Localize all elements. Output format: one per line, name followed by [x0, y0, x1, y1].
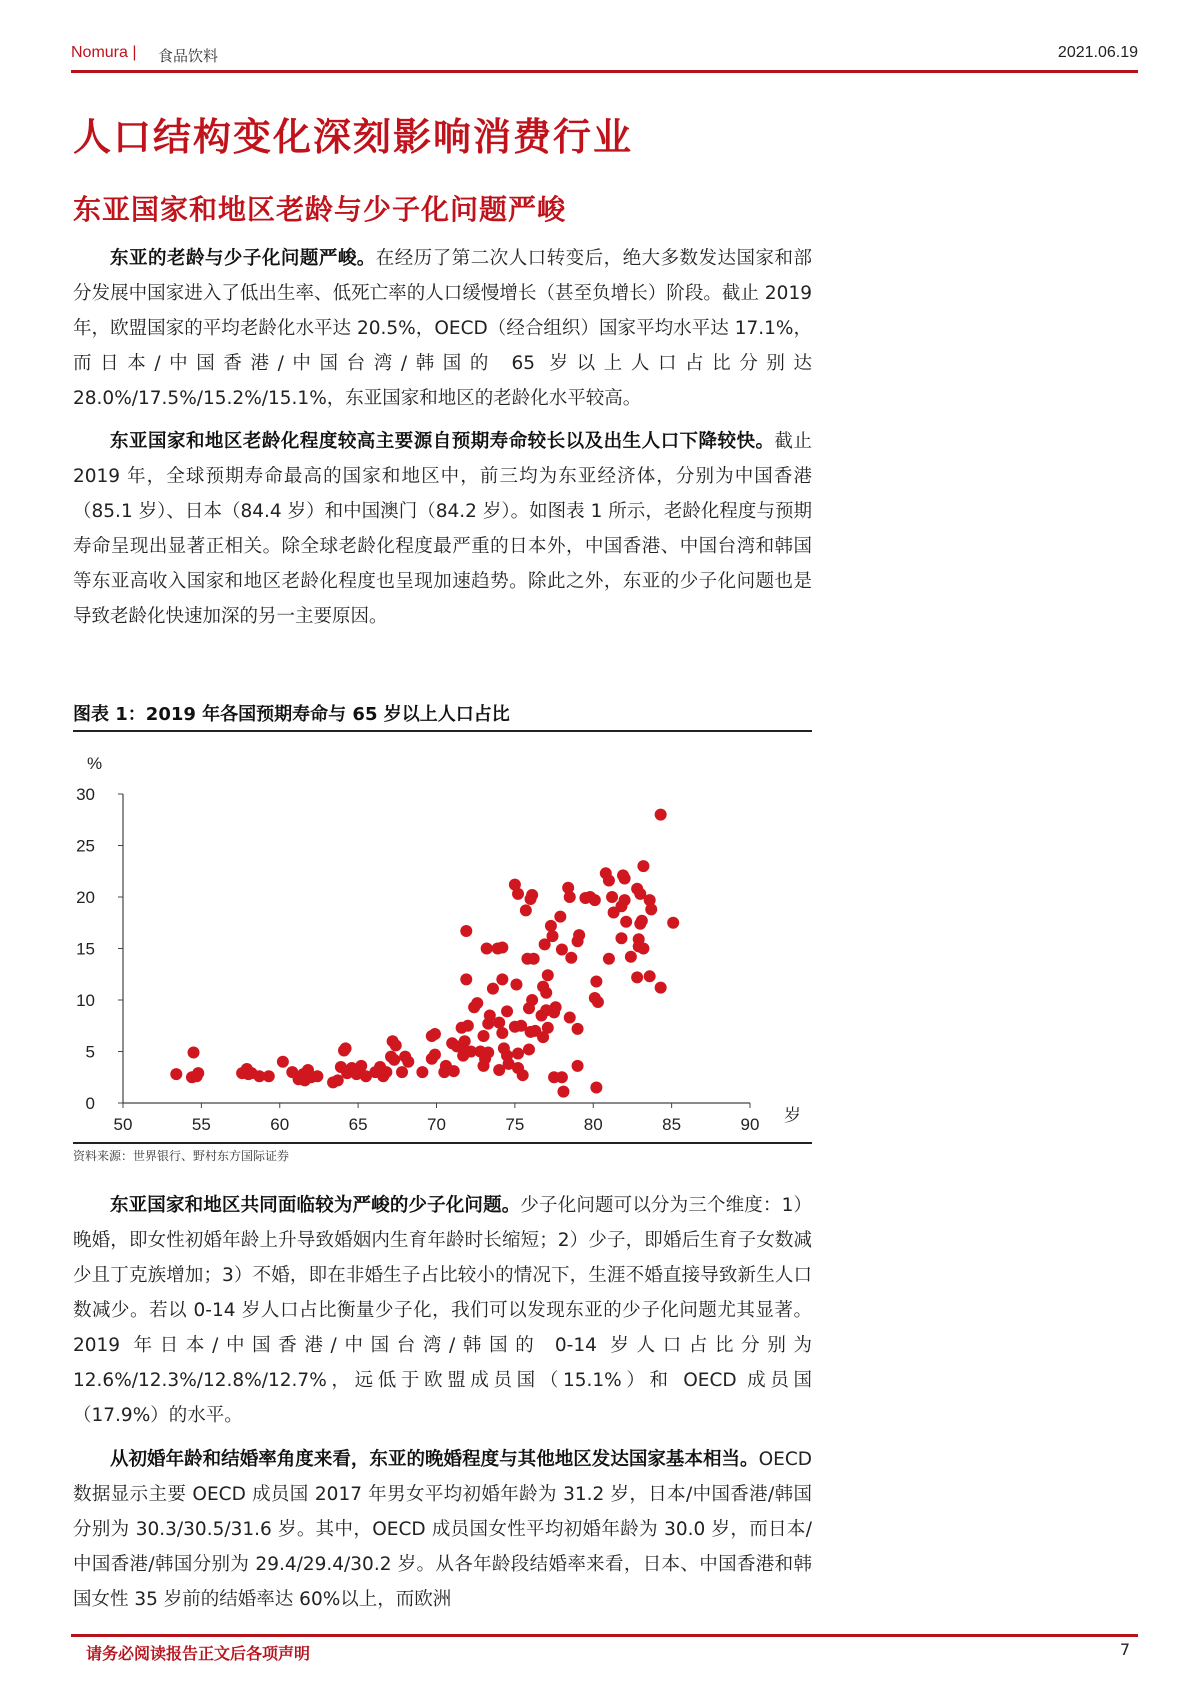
data-point	[460, 973, 472, 985]
data-point	[554, 911, 566, 923]
x-tick-label: 70	[427, 1115, 446, 1134]
data-point	[550, 1001, 562, 1013]
data-point	[416, 1066, 428, 1078]
x-tick-label: 65	[348, 1115, 368, 1134]
brand-logo-text: Nomura |	[71, 44, 137, 61]
data-point	[170, 1068, 182, 1080]
data-point	[542, 969, 554, 981]
x-tick-label: 80	[583, 1115, 603, 1134]
data-point	[565, 952, 577, 964]
data-point	[564, 1012, 576, 1024]
data-point	[523, 1043, 535, 1055]
paragraph-lead: 东亚国家和地区老龄化程度较高主要源自预期寿命较长以及出生人口下降较快。	[110, 431, 775, 452]
paragraph-2	[73, 424, 812, 634]
paragraph-body: OECD 数据显示主要 OECD 成员国 2017 年男女平均初婚年龄为 31.2 岁，日本/中国香港/韩国分别为 30.3/30.5/31.6 岁。其中，OECD 成员国女性平均初婚年龄为 30.0 岁，而日本/中国香港/韩国分别为 29.4/29.4/30.2 岁。从各年龄段结婚率来看，日本、中国香港和韩国女性 35 岁前的结婚率达 60%以上，而欧洲	[73, 1449, 812, 1610]
chart-bottom-rule	[73, 1142, 812, 1144]
data-point	[573, 929, 585, 941]
data-point	[572, 1060, 584, 1072]
y-tick-label: 20	[76, 888, 95, 907]
x-tick-label: 55	[191, 1115, 211, 1134]
data-point	[631, 971, 643, 983]
data-point	[484, 1009, 496, 1021]
chart-title: 图表 1：2019 年各国预期寿命与 65 岁以上人口占比	[73, 704, 510, 725]
data-point	[332, 1074, 344, 1086]
data-point	[655, 982, 667, 994]
data-point	[299, 1074, 311, 1086]
data-point	[644, 970, 656, 982]
data-point	[459, 1035, 471, 1047]
data-point	[380, 1066, 392, 1078]
data-point	[340, 1042, 352, 1054]
disclaimer-note: 请务必阅读报告正文后各项声明	[86, 1644, 311, 1663]
y-tick-label: 0	[85, 1094, 95, 1113]
data-point	[557, 1086, 569, 1098]
paragraph-3	[73, 1188, 812, 1433]
data-point	[460, 925, 472, 937]
sector-label: 食品饮料	[158, 47, 219, 65]
data-point	[564, 891, 576, 903]
x-tick-label: 90	[740, 1115, 760, 1134]
y-tick-label: 5	[85, 1042, 95, 1062]
header-divider	[71, 70, 1138, 73]
data-point	[667, 917, 679, 929]
data-point	[619, 894, 631, 906]
data-point	[655, 809, 667, 821]
data-point	[620, 916, 632, 928]
data-point	[355, 1060, 367, 1072]
data-point	[637, 860, 649, 872]
data-point	[517, 1069, 529, 1081]
data-point	[645, 903, 657, 915]
data-point	[556, 1071, 568, 1083]
data-point	[496, 941, 508, 953]
data-point	[482, 1047, 494, 1059]
data-point	[496, 1027, 508, 1039]
data-point	[603, 953, 615, 965]
y-tick-label: 25	[76, 836, 95, 856]
data-point	[263, 1070, 275, 1082]
y-axis-label: %	[87, 754, 103, 773]
data-point	[615, 932, 627, 944]
data-point	[487, 983, 499, 995]
data-point	[572, 1023, 584, 1035]
x-tick-label: 50	[113, 1115, 133, 1134]
data-point	[390, 1039, 402, 1051]
data-point	[526, 994, 538, 1006]
y-tick-label: 15	[76, 939, 95, 959]
data-point	[542, 1022, 554, 1034]
page-title: 人口结构变化深刻影响消费行业	[73, 114, 634, 159]
data-point	[311, 1070, 323, 1082]
data-point	[388, 1054, 400, 1066]
y-tick-label: 30	[76, 785, 95, 804]
report-date: 2021.06.19	[1057, 44, 1138, 61]
paragraph-body: 截止 2019 年，全球预期寿命最高的国家和地区中，前三均为东亚经济体，分别为中国香港（85.1 岁）、日本（84.4 岁）和中国澳门（84.2 岁）。如图表 1 所示，老龄化程度与预期寿命呈现出显著正相关。除全球老龄化程度最严重的日本外，中国香港、中国台湾和韩国等东亚高收入国家和地区老龄化程度也呈现加速趋势。除此之外，东亚的少子化问题也是导致老龄化快速加深的另一主要原因。	[73, 431, 812, 627]
paragraph-body: 少子化问题可以分为三个维度：1）晚婚，即女性初婚年龄上升导致婚姻内生育年龄时长缩短；2）少子，即婚后生育子女数减少且丁克族增加；3）不婚，即在非婚生子占比较小的情况下，生涯不婚直接导致新生人口数减少。若以 0-14 岁人口占比衡量少子化，我们可以发现东亚的少子化问题尤其显著。2019 年日本/中国香港/中国台湾/韩国的 0-14 岁人口占比分别为 12.6%/12.3%/12.8%/12.7%，远低于欧盟成员国（15.1%）和 OECD 成员国（17.9%）的水平。	[73, 1195, 812, 1426]
section-title: 东亚国家和地区老龄与少子化问题严峻	[73, 193, 567, 226]
data-point	[589, 894, 601, 906]
data-point	[592, 996, 604, 1008]
data-point	[625, 951, 637, 963]
data-point	[606, 891, 618, 903]
data-point	[471, 997, 483, 1009]
data-point	[510, 979, 522, 991]
y-tick-label: 10	[76, 991, 95, 1010]
paragraph-lead: 东亚的老龄与少子化问题严峻。	[110, 248, 376, 269]
page-number: 7	[1119, 1640, 1130, 1659]
data-point	[402, 1056, 414, 1068]
data-point	[478, 1030, 490, 1042]
x-tick-label: 60	[270, 1115, 290, 1134]
data-point	[590, 1082, 602, 1094]
data-point	[493, 1017, 505, 1029]
data-point	[462, 1020, 474, 1032]
chart-source: 资料来源：世界银行、野村东方国际证券	[73, 1149, 290, 1163]
paragraph-lead: 东亚国家和地区共同面临较为严峻的少子化问题。	[110, 1195, 521, 1216]
data-point	[619, 872, 631, 884]
data-point	[637, 943, 649, 955]
data-point	[448, 1065, 460, 1077]
data-point	[396, 1066, 408, 1078]
data-point	[540, 987, 552, 999]
data-point	[429, 1049, 441, 1061]
paragraph-1	[73, 241, 812, 416]
x-tick-label: 85	[662, 1115, 682, 1134]
paragraph-body: 在经历了第二次人口转变后，绝大多数发达国家和部分发展中国家进入了低出生率、低死亡率的人口缓慢增长（甚至负增长）阶段。截止 2019 年，欧盟国家的平均老龄化水平达 20.5%，OECD（经合组织）国家平均水平达 17.1%，而日本/中国香港/中国台湾/韩国的 65 岁以上人口占比分别达 28.0%/17.5%/15.2%/15.1%，东亚国家和地区的老龄化水平较高。	[73, 248, 812, 409]
chart-top-rule	[73, 730, 812, 732]
data-point	[496, 973, 508, 985]
data-point	[520, 904, 532, 916]
data-point	[590, 975, 602, 987]
data-point	[546, 930, 558, 942]
data-point	[429, 1028, 441, 1040]
data-point	[528, 953, 540, 965]
footer-divider	[71, 1634, 1138, 1637]
data-point	[188, 1047, 200, 1059]
data-point	[277, 1056, 289, 1068]
data-point	[191, 1070, 203, 1082]
data-point	[526, 889, 538, 901]
data-point	[636, 915, 648, 927]
data-point	[512, 1048, 524, 1060]
paragraph-4	[73, 1442, 812, 1617]
data-point	[512, 888, 524, 900]
x-axis-label: 岁	[784, 1106, 801, 1125]
x-tick-label: 75	[505, 1115, 525, 1134]
scatter-chart	[73, 735, 812, 1140]
data-point	[545, 920, 557, 932]
paragraph-lead: 从初婚年龄和结婚率角度来看，东亚的晚婚程度与其他地区发达国家基本相当。	[110, 1449, 759, 1470]
data-point	[481, 943, 493, 955]
data-point	[242, 1068, 254, 1080]
data-point	[603, 875, 615, 887]
data-point	[501, 1005, 513, 1017]
data-point	[556, 944, 568, 956]
